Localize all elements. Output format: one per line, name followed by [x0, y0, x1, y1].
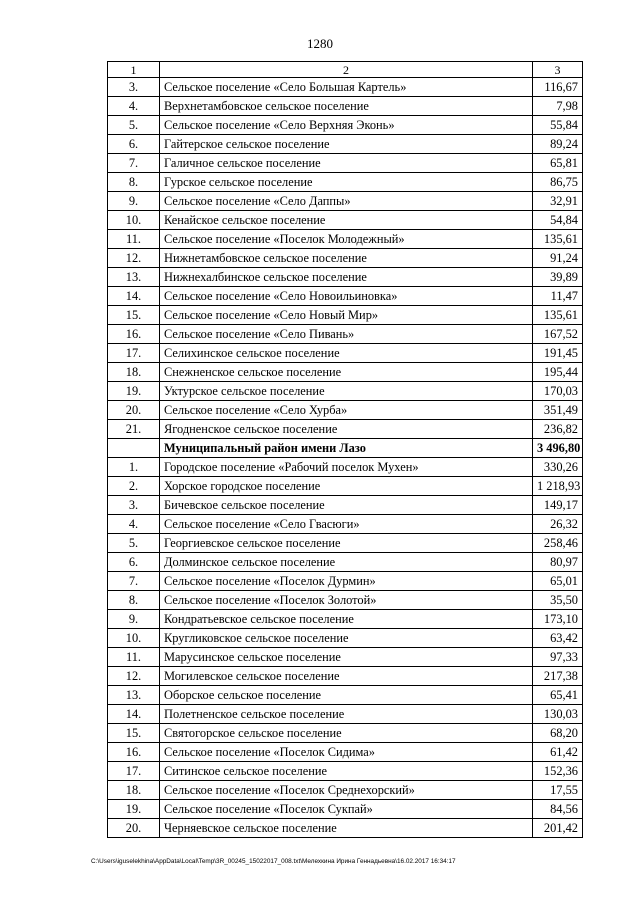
row-name: Гурское сельское поселение [160, 173, 533, 192]
row-value: 191,45 [533, 344, 583, 363]
table-row [108, 477, 583, 496]
row-number: 12. [108, 667, 160, 686]
row-number: 11. [108, 230, 160, 249]
row-name: Сельское поселение «Поселок Среднехорский» [160, 781, 533, 800]
row-number: 18. [108, 363, 160, 382]
table-row [108, 306, 583, 325]
table-row [108, 515, 583, 534]
table-row [108, 420, 583, 439]
row-value: 63,42 [533, 629, 583, 648]
file-path-footer: C:\Users\iguselekhina\AppData\Local\Temp\3R_00245_15022017_008.txt\Мелехкина Ирина Геннадьевна\16.02.2017 16:34:17 [91, 858, 456, 865]
row-number: 17. [108, 762, 160, 781]
table-row [108, 819, 583, 838]
row-number: 4. [108, 515, 160, 534]
table-row [108, 496, 583, 515]
row-value: 149,17 [533, 496, 583, 515]
row-value: 65,81 [533, 154, 583, 173]
row-number: 9. [108, 610, 160, 629]
row-value: 84,56 [533, 800, 583, 819]
table-row [108, 401, 583, 420]
row-number: 3. [108, 78, 160, 97]
table-row [108, 192, 583, 211]
row-number: 1. [108, 458, 160, 477]
row-value: 1 218,93 [533, 477, 583, 496]
row-number: 6. [108, 135, 160, 154]
row-value: 130,03 [533, 705, 583, 724]
row-name: Сельское поселение «Село Верхняя Эконь» [160, 116, 533, 135]
row-number: 21. [108, 420, 160, 439]
row-name: Сельское поселение «Поселок Дурмин» [160, 572, 533, 591]
row-name: Нижнетамбовское сельское поселение [160, 249, 533, 268]
row-name: Уктурское сельское поселение [160, 382, 533, 401]
row-value: 173,10 [533, 610, 583, 629]
row-number: 20. [108, 401, 160, 420]
row-number: 4. [108, 97, 160, 116]
row-number: 7. [108, 572, 160, 591]
row-name: Снежненское сельское поселение [160, 363, 533, 382]
row-name: Георгиевское сельское поселение [160, 534, 533, 553]
row-value: 236,82 [533, 420, 583, 439]
row-number: 13. [108, 686, 160, 705]
table-row [108, 667, 583, 686]
row-value: 97,33 [533, 648, 583, 667]
row-value: 86,75 [533, 173, 583, 192]
row-value: 217,38 [533, 667, 583, 686]
row-name: Галичное сельское поселение [160, 154, 533, 173]
row-value: 65,01 [533, 572, 583, 591]
row-number: 8. [108, 591, 160, 610]
row-name: Сельское поселение «Село Хурба» [160, 401, 533, 420]
table-row [108, 230, 583, 249]
row-number: 14. [108, 705, 160, 724]
table-row [108, 781, 583, 800]
row-value: 3 496,80 [533, 439, 583, 458]
row-name: Кондратьевское сельское поселение [160, 610, 533, 629]
row-value: 195,44 [533, 363, 583, 382]
row-number: 17. [108, 344, 160, 363]
row-value: 91,24 [533, 249, 583, 268]
row-value: 39,89 [533, 268, 583, 287]
header-col-3: 3 [533, 62, 583, 78]
table-row [108, 249, 583, 268]
table-row [108, 363, 583, 382]
municipal-table [107, 61, 583, 838]
table-row [108, 325, 583, 344]
row-value: 135,61 [533, 306, 583, 325]
table-row [108, 572, 583, 591]
row-value: 116,67 [533, 78, 583, 97]
table-row [108, 629, 583, 648]
row-name: Сельское поселение «Село Гвасюги» [160, 515, 533, 534]
row-number: 9. [108, 192, 160, 211]
table-row [108, 211, 583, 230]
row-value: 54,84 [533, 211, 583, 230]
row-name: Сельское поселение «Село Новоильиновка» [160, 287, 533, 306]
row-name: Могилевское сельское поселение [160, 667, 533, 686]
row-name: Бичевское сельское поселение [160, 496, 533, 515]
row-number: 5. [108, 534, 160, 553]
row-name: Сельское поселение «Поселок Сукпай» [160, 800, 533, 819]
table-row [108, 762, 583, 781]
table-row [108, 705, 583, 724]
row-number: 19. [108, 382, 160, 401]
row-name: Сельское поселение «Село Даппы» [160, 192, 533, 211]
row-name: Муниципальный район имени Лазо [160, 439, 533, 458]
row-value: 258,46 [533, 534, 583, 553]
row-name: Сельское поселение «Село Пивань» [160, 325, 533, 344]
table-body [108, 62, 583, 838]
row-name: Кругликовское сельское поселение [160, 629, 533, 648]
row-number: 16. [108, 325, 160, 344]
row-number: 13. [108, 268, 160, 287]
row-value: 135,61 [533, 230, 583, 249]
row-name: Нижнехалбинское сельское поселение [160, 268, 533, 287]
row-name: Селихинское сельское поселение [160, 344, 533, 363]
row-name: Святогорское сельское поселение [160, 724, 533, 743]
row-number: 16. [108, 743, 160, 762]
table-row [108, 534, 583, 553]
row-value: 65,41 [533, 686, 583, 705]
row-name: Сельское поселение «Поселок Молодежный» [160, 230, 533, 249]
row-name: Верхнетамбовское сельское поселение [160, 97, 533, 116]
row-name: Марусинское сельское поселение [160, 648, 533, 667]
row-number: 10. [108, 211, 160, 230]
row-number: 6. [108, 553, 160, 572]
row-value: 32,91 [533, 192, 583, 211]
table-row [108, 686, 583, 705]
table-row [108, 382, 583, 401]
table-row [108, 116, 583, 135]
page-number: 1280 [307, 36, 333, 51]
row-name: Сельское поселение «Село Новый Мир» [160, 306, 533, 325]
table-row [108, 78, 583, 97]
row-number: 3. [108, 496, 160, 515]
row-number: 15. [108, 306, 160, 325]
table-header-row [108, 62, 583, 78]
row-name: Кенайское сельское поселение [160, 211, 533, 230]
row-name: Долминское сельское поселение [160, 553, 533, 572]
table-row [108, 610, 583, 629]
row-number: 12. [108, 249, 160, 268]
row-value: 351,49 [533, 401, 583, 420]
row-value: 17,55 [533, 781, 583, 800]
row-value: 26,32 [533, 515, 583, 534]
row-number: 7. [108, 154, 160, 173]
row-name: Сельское поселение «Поселок Золотой» [160, 591, 533, 610]
row-number: 5. [108, 116, 160, 135]
row-number: 14. [108, 287, 160, 306]
row-number: 10. [108, 629, 160, 648]
table-row [108, 553, 583, 572]
row-name: Оборское сельское поселение [160, 686, 533, 705]
row-name: Ситинское сельское поселение [160, 762, 533, 781]
row-name: Сельское поселение «Село Большая Картель» [160, 78, 533, 97]
table-row [108, 800, 583, 819]
row-value: 170,03 [533, 382, 583, 401]
row-value: 80,97 [533, 553, 583, 572]
table-row [108, 591, 583, 610]
row-name: Черняевское сельское поселение [160, 819, 533, 838]
table-row [108, 154, 583, 173]
row-value: 152,36 [533, 762, 583, 781]
row-number: 11. [108, 648, 160, 667]
header-col-1: 1 [108, 62, 160, 78]
table-row [108, 648, 583, 667]
row-name: Полетненское сельское поселение [160, 705, 533, 724]
row-number: 2. [108, 477, 160, 496]
row-value: 61,42 [533, 743, 583, 762]
header-col-2: 2 [160, 62, 533, 78]
row-number: 8. [108, 173, 160, 192]
table-row [108, 287, 583, 306]
row-value: 201,42 [533, 819, 583, 838]
row-value: 167,52 [533, 325, 583, 344]
table-row [108, 97, 583, 116]
table-row [108, 268, 583, 287]
table-row [108, 173, 583, 192]
row-number [108, 439, 160, 458]
row-name: Ягодненское сельское поселение [160, 420, 533, 439]
table-row [108, 344, 583, 363]
row-value: 11,47 [533, 287, 583, 306]
row-name: Сельское поселение «Поселок Сидима» [160, 743, 533, 762]
row-name: Гайтерское сельское поселение [160, 135, 533, 154]
row-number: 15. [108, 724, 160, 743]
row-number: 20. [108, 819, 160, 838]
row-number: 18. [108, 781, 160, 800]
row-name: Хорское городское поселение [160, 477, 533, 496]
row-number: 19. [108, 800, 160, 819]
row-value: 330,26 [533, 458, 583, 477]
row-value: 7,98 [533, 97, 583, 116]
table-row [108, 743, 583, 762]
row-value: 35,50 [533, 591, 583, 610]
row-value: 68,20 [533, 724, 583, 743]
table-row [108, 458, 583, 477]
table-row [108, 439, 583, 458]
row-value: 89,24 [533, 135, 583, 154]
table-row [108, 135, 583, 154]
table-row [108, 724, 583, 743]
row-value: 55,84 [533, 116, 583, 135]
row-name: Городское поселение «Рабочий поселок Мухен» [160, 458, 533, 477]
